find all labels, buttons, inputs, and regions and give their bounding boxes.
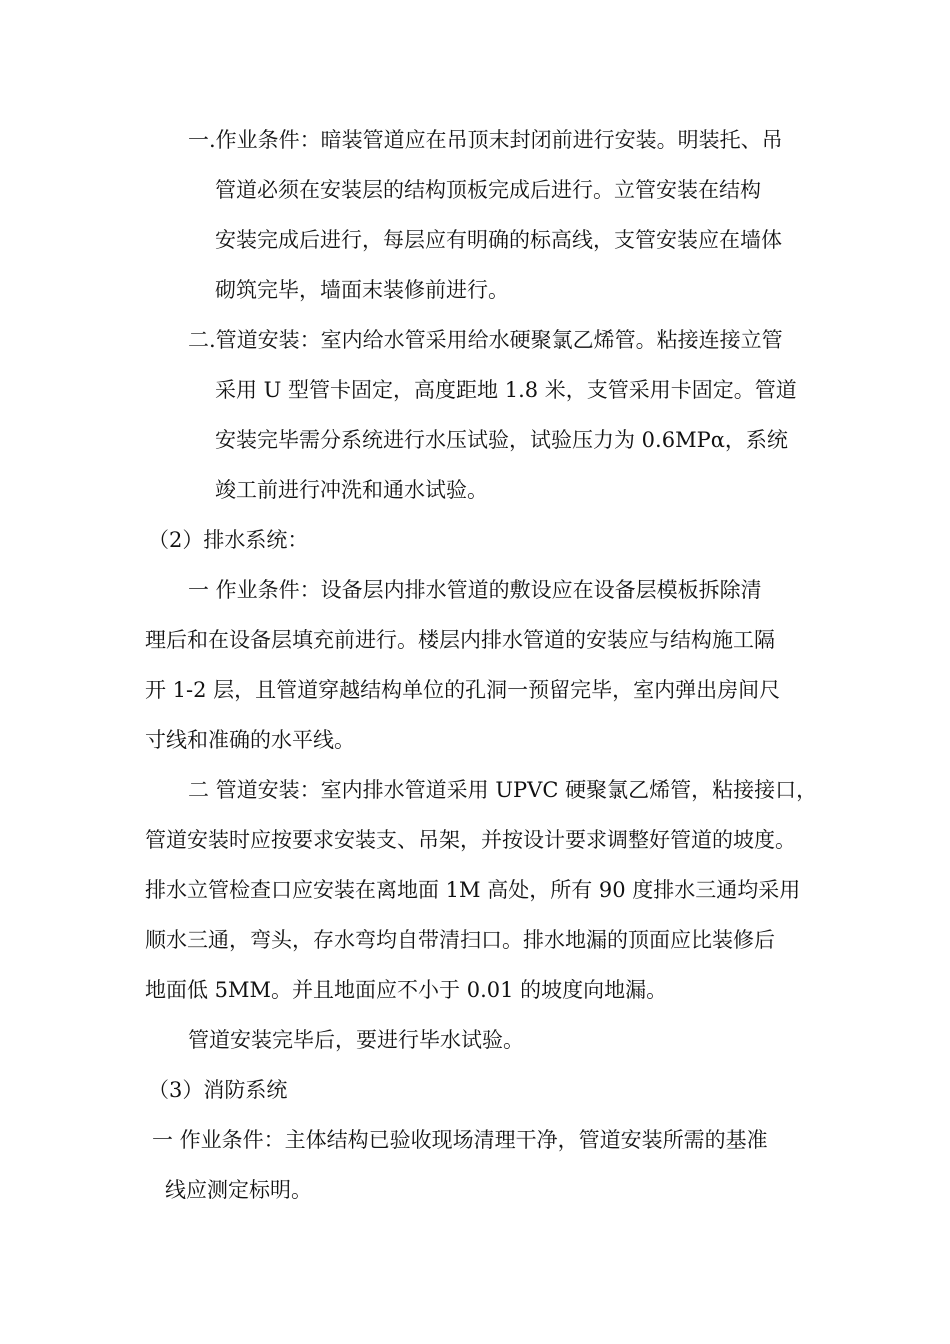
text-line: 采用 U 型管卡固定，高度距地 1.8 米，支管采用卡固定。管道 <box>215 378 797 402</box>
section-heading: （2）排水系统： <box>148 528 309 552</box>
text-line: 管道安装时应按要求安装支、吊架，并按设计要求调整好管道的坡度。 <box>145 828 796 852</box>
text-line: 排水立管检查口应安装在离地面 1M 高处，所有 90 度排水三通均采用 <box>145 878 801 902</box>
text-line: 砌筑完毕，墙面末装修前进行。 <box>215 278 509 302</box>
text-line: 一 作业条件：设备层内排水管道的敷设应在设备层模板拆除清 <box>188 578 762 602</box>
text-line: 一 作业条件：主体结构已验收现场清理干净，管道安装所需的基准 <box>152 1128 768 1152</box>
text-line: 线应测定标明。 <box>165 1178 312 1202</box>
text-line: 理后和在设备层填充前进行。楼层内排水管道的安装应与结构施工隔 <box>145 628 775 652</box>
text-line: 管道安装完毕后，要进行毕水试验。 <box>188 1028 524 1052</box>
text-line: 安装完毕需分系统进行水压试验，试验压力为 0.6MPα，系统 <box>215 428 788 452</box>
text-line: 管道必须在安装层的结构顶板完成后进行。立管安装在结构 <box>215 178 761 202</box>
text-line: 顺水三通，弯头，存水弯均自带清扫口。排水地漏的顶面应比装修后 <box>145 928 775 952</box>
section-heading: （3）消防系统 <box>148 1078 288 1102</box>
text-line: 二.管道安装：室内给水管采用给水硬聚氯乙烯管。粘接连接立管 <box>188 328 783 352</box>
text-line: 竣工前进行冲洗和通水试验。 <box>215 478 488 502</box>
text-line: 一.作业条件：暗装管道应在吊顶末封闭前进行安装。明装托、吊 <box>188 128 783 152</box>
text-line: 安装完成后进行，每层应有明确的标高线，支管安装应在墙体 <box>215 228 782 252</box>
text-line: 二 管道安装：室内排水管道采用 UPVC 硬聚氯乙烯管，粘接接口， <box>188 778 818 802</box>
text-line: 寸线和准确的水平线。 <box>145 728 355 752</box>
text-line: 开 1-2 层，且管道穿越结构单位的孔洞一预留完毕，室内弹出房间尺 <box>145 678 781 702</box>
text-line: 地面低 5MM。并且地面应不小于 0.01 的坡度向地漏。 <box>145 978 668 1002</box>
